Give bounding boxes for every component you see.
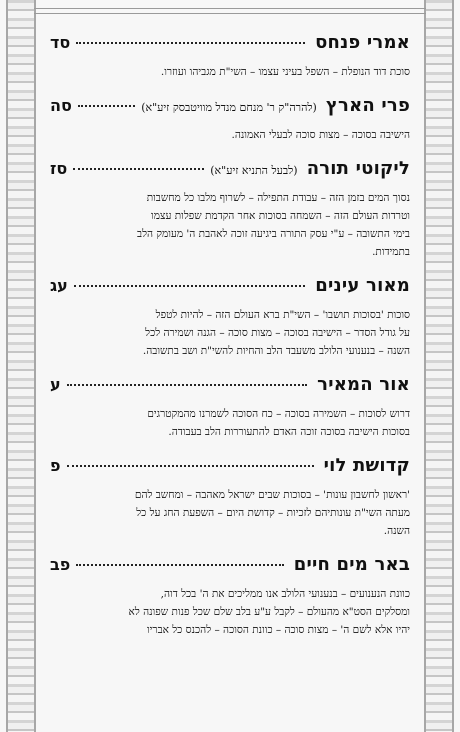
entry-title-group (141, 95, 410, 116)
toc-entry-heading (50, 32, 410, 53)
toc-entry-heading (50, 275, 410, 296)
entry-title: ליקוטי תורה (306, 158, 410, 179)
description-line: וטרדות העולם הזה – השמחה בסוכות אחר הקדמת שפלות עצמו (151, 210, 410, 222)
dot-leader (67, 384, 308, 386)
entry-subtitle: (לבעל התניא זיע"א) (210, 164, 298, 177)
toc-entry-heading (50, 554, 410, 575)
toc-entry-heading (50, 95, 410, 116)
entry-title-group (320, 455, 410, 476)
toc-entry-heading (50, 374, 410, 395)
entry-description (50, 189, 410, 261)
toc-entry (50, 455, 410, 540)
description-line: סוכת דוד הנופלת – השפל בעיני עצמו – השי"ת מגביהו ועוזרו. (160, 66, 410, 78)
decorative-border-right (424, 0, 454, 732)
entry-title: קדושת לוי (323, 455, 410, 476)
dot-leader (76, 42, 305, 44)
decorative-border-top (34, 8, 426, 14)
description-line: נסוך המים בזמן הזה – עבודת התפילה – לשרוף מלבו כל מחשבות (146, 192, 410, 204)
entry-page-number: סז (50, 159, 68, 178)
description-line: השנה – בנענועי הלולב משעבד הלב והחיות להשי"ת ושב בתשובה. (142, 345, 410, 357)
entry-title-group (311, 275, 410, 296)
entry-page-number: סד (50, 33, 71, 52)
entry-description (50, 486, 410, 540)
description-line: יהיו אלא לשם ה' – מצות סוכה – כוונת הסוכה – להכנס כל אבריו (146, 624, 410, 636)
description-line: הישיבה בסוכה – מצות סוכה לבעלי האמונה. (231, 129, 410, 141)
toc-entry-heading (50, 158, 410, 179)
entry-page-number: ע (50, 375, 61, 394)
entry-description (50, 63, 410, 81)
entry-page-number: סה (50, 96, 72, 115)
description-line: 'ראשון לחשבון עונות' – בסוכות שבים ישראל מאהבה – ומחשב להם (134, 489, 410, 501)
entry-description (50, 306, 410, 360)
dot-leader (67, 465, 314, 467)
description-line: השנה. (383, 525, 410, 537)
description-line: בתמידות. (372, 246, 410, 258)
toc-entry (50, 275, 410, 360)
toc-entry (50, 374, 410, 441)
entry-page-number: פ (50, 456, 61, 475)
dot-leader (74, 285, 305, 287)
table-of-contents (50, 32, 410, 653)
entry-title: אור המאיר (317, 374, 410, 395)
description-line: כוונת הנענועים – בנענועי הלולב אנו ממליכים את ה' בכל דוה, (160, 588, 410, 600)
decorative-border-left (6, 0, 36, 732)
description-line: סוכות 'בסוכות תושבו' – השי"ת ברא העולם הזה – להיות לטפל (155, 309, 410, 321)
dot-leader (73, 168, 204, 170)
entry-page-number: עג (50, 276, 68, 295)
description-line: דרוש לסוכות – השמירה בסוכה – כח הסוכה לשמרנו מהמקטרגים (147, 408, 410, 420)
toc-entry-heading (50, 455, 410, 476)
description-line: מעתה השי"ת עונותיהם לזכיות – קדושת היום – השפעת החג על כל (136, 507, 410, 519)
entry-title-group (210, 158, 410, 179)
description-line: ומסלקים הסט"א מהעולם – לקבל ע"ע בלב שלם שכל פנות שפונה לא (128, 606, 410, 618)
entry-title-group (313, 374, 410, 395)
entry-subtitle: (להרה"ק ר' מנחם מנדל מוויטבסק זיע"א) (141, 101, 317, 114)
entry-description (50, 585, 410, 639)
toc-entry (50, 95, 410, 144)
toc-entry (50, 158, 410, 261)
toc-entry (50, 32, 410, 81)
description-line: בסוכות הישיבה בסוכה זוכה האדם להתעוררות הלב בעבודה. (168, 426, 410, 438)
entry-page-number: פב (50, 555, 71, 574)
description-line: על גודל הסדר – הישיבה בסוכה – מצות סוכה – הגנה ושמירה לכל (145, 327, 410, 339)
entry-title: באר מים חיים (293, 554, 410, 575)
toc-entry (50, 554, 410, 639)
entry-title: אמרי פנחס (315, 32, 410, 53)
entry-title: מאור עינים (315, 275, 410, 296)
description-line: בימי התשובה – ע"י עסק התורה ביגיעה זוכה לאהבת ה' מעומק הלב (137, 228, 410, 240)
dot-leader (76, 564, 284, 566)
entry-title-group (290, 554, 410, 575)
entry-title: פרי הארץ (325, 95, 410, 116)
entry-title-group (311, 32, 410, 53)
dot-leader (78, 105, 135, 107)
entry-description (50, 405, 410, 441)
entry-description (50, 126, 410, 144)
